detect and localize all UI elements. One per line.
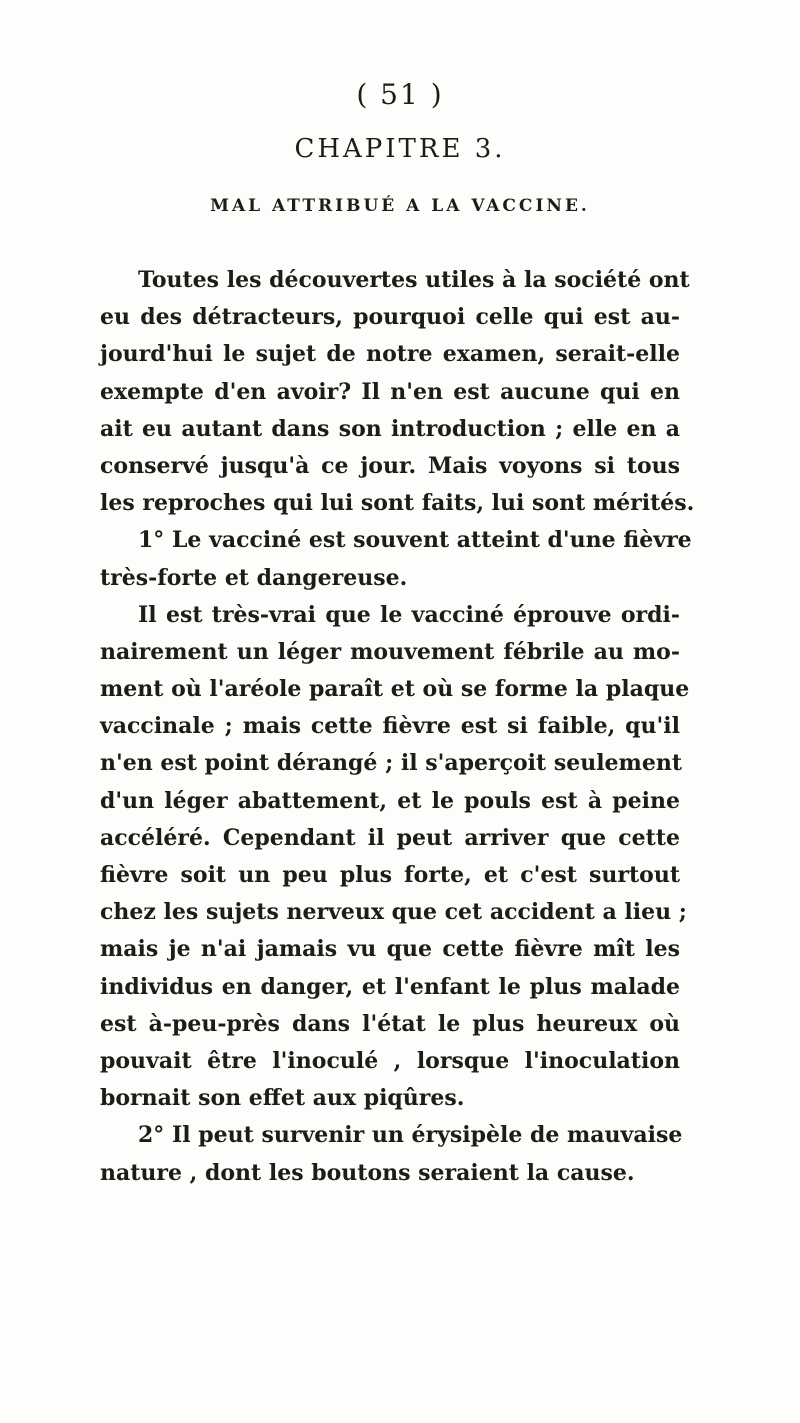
text-line: individus en danger, et l'enfant le plus malade: [100, 973, 680, 1000]
chapter-heading: CHAPITRE 3.: [294, 134, 506, 164]
text-line: 1° Le vacciné est souvent atteint d'une fièvre: [138, 527, 692, 554]
text-line: chez les sujets nerveux que cet accident a lieu ;: [100, 899, 687, 926]
text-line: ait eu autant dans son introduction ; elle en a: [100, 415, 680, 442]
text-line: fièvre soit un peu plus forte, et c'est surtout: [100, 862, 680, 888]
text-line: pouvait être l'inoculé , lorsque l'inoculation: [100, 1047, 680, 1074]
text-line: mais je n'ai jamais vu que cette fièvre mît les: [100, 936, 680, 963]
text-line: accéléré. Cependant il peut arriver que cette: [100, 824, 680, 851]
text-line: Il est très-vrai que le vacciné éprouve ordi-: [138, 601, 680, 628]
text-line: bornait son effet aux piqûres.: [100, 1085, 465, 1112]
text-line: eu des détracteurs, pourquoi celle qui est au-: [100, 304, 680, 331]
body-text: [100, 262, 695, 1192]
text-line: ment où l'aréole paraît et où se forme la plaque: [100, 676, 690, 703]
text-line: Toutes les découvertes utiles à la société ont: [138, 267, 690, 293]
text-line: 2° Il peut survenir un érysipèle de mauvaise: [138, 1122, 683, 1149]
text-line: vaccinale ; mais cette fièvre est si faible, qu'il: [100, 713, 680, 740]
page-number: ( 51 ): [356, 78, 444, 111]
text-line: très-forte et dangereuse.: [100, 564, 408, 591]
text-line: conservé jusqu'à ce jour. Mais voyons si tous: [100, 452, 680, 479]
text-line: nature , dont les boutons seraient la cause.: [100, 1159, 635, 1186]
text-line: les reproches qui lui sont faits, lui sont mérités.: [100, 490, 695, 517]
text-line: nairement un léger mouvement fébrile au mo-: [100, 638, 680, 665]
text-line: d'un léger abattement, et le pouls est à peine: [100, 787, 680, 814]
text-line: jourd'hui le sujet de notre examen, serait-elle: [100, 341, 680, 368]
chapter-subtitle: MAL ATTRIBUÉ A LA VACCINE.: [210, 196, 590, 216]
text-line: est à-peu-près dans l'état le plus heureux où: [100, 1010, 680, 1037]
text-line: exempte d'en avoir? Il n'en est aucune qui en: [100, 378, 680, 405]
text-line: n'en est point dérangé ; il s'aperçoit seulement: [100, 750, 682, 777]
